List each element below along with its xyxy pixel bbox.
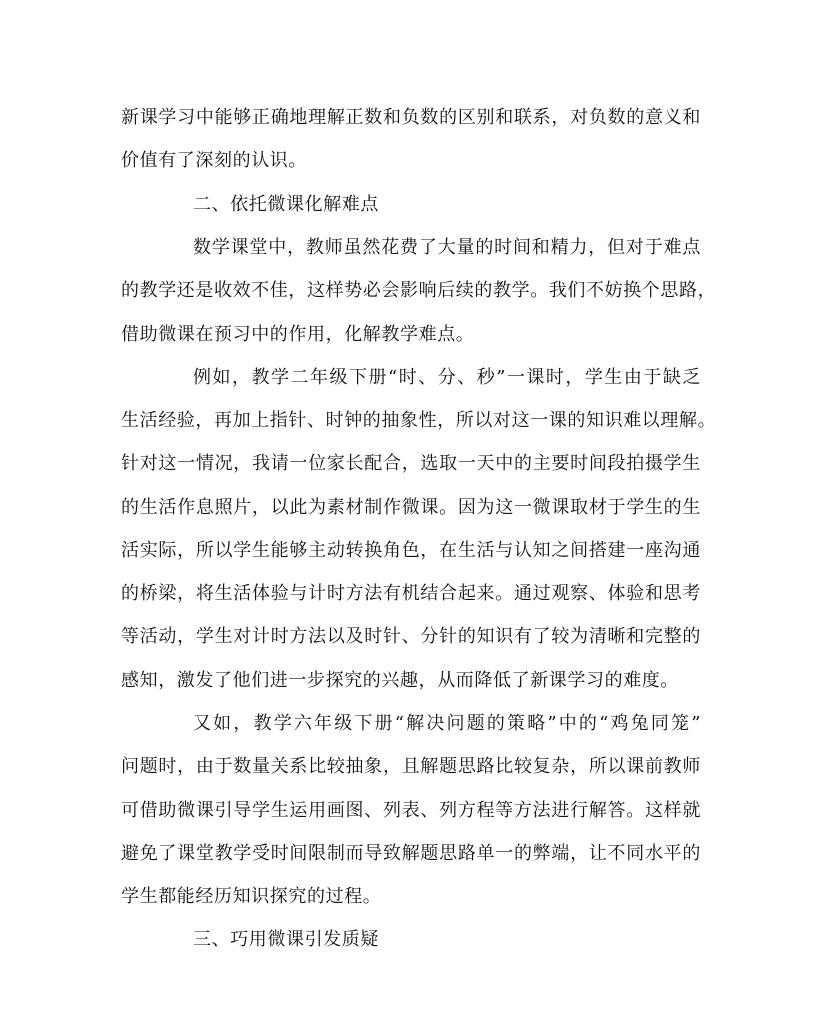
section-heading: 三、巧用微课引发质疑 [193,929,379,950]
text-line: 的桥梁，将生活体验与计时方法有机结合起来。通过观察、体验和思考 [121,583,701,604]
text-line: 生活经验，再加上指针、时钟的抽象性，所以对这一课的知识难以理解。 [121,410,717,431]
text-line: 数学课堂中，教师虽然花费了大量的时间和精力，但对于难点 [193,237,701,258]
text-line: 的生活作息照片，以此为素材制作微课。因为这一微课取材于学生的生 [121,497,701,518]
text-line: 等活动，学生对计时方法以及时针、分针的知识有了较为清晰和完整的 [121,626,701,647]
text-line: 学生都能经历知识探究的过程。 [121,886,382,907]
text-line: 的教学还是收效不佳，这样势必会影响后续的教学。我们不妨换个思路， [121,280,717,301]
text-line: 价值有了深刻的认识。 [121,150,307,171]
text-line: 活实际，所以学生能够主动转换角色，在生活与认知之间搭建一座沟通 [121,540,701,561]
text-line: 新课学习中能够正确地理解正数和负数的区别和联系，对负数的意义和 [121,107,701,128]
text-line: 例如，教学二年级下册“时、分、秒”一课时，学生由于缺乏 [193,367,701,388]
text-line: 避免了课堂教学受时间限制而导致解题思路单一的弊端，让不同水平的 [121,843,701,864]
text-line: 又如，教学六年级下册“解决问题的策略”中的“鸡兔同笼” [193,713,701,734]
text-line: 可借助微课引导学生运用画图、列表、列方程等方法进行解答。这样就 [121,800,701,821]
text-line: 借助微课在预习中的作用，化解教学难点。 [121,324,475,345]
text-line: 问题时，由于数量关系比较抽象，且解题思路比较复杂，所以课前教师 [121,756,701,777]
text-line: 感知，激发了他们进一步探究的兴趣，从而降低了新课学习的难度。 [121,670,679,691]
section-heading: 二、依托微课化解难点 [193,194,379,215]
text-line: 针对这一情况，我请一位家长配合，选取一天中的主要时间段拍摄学生 [121,453,701,474]
